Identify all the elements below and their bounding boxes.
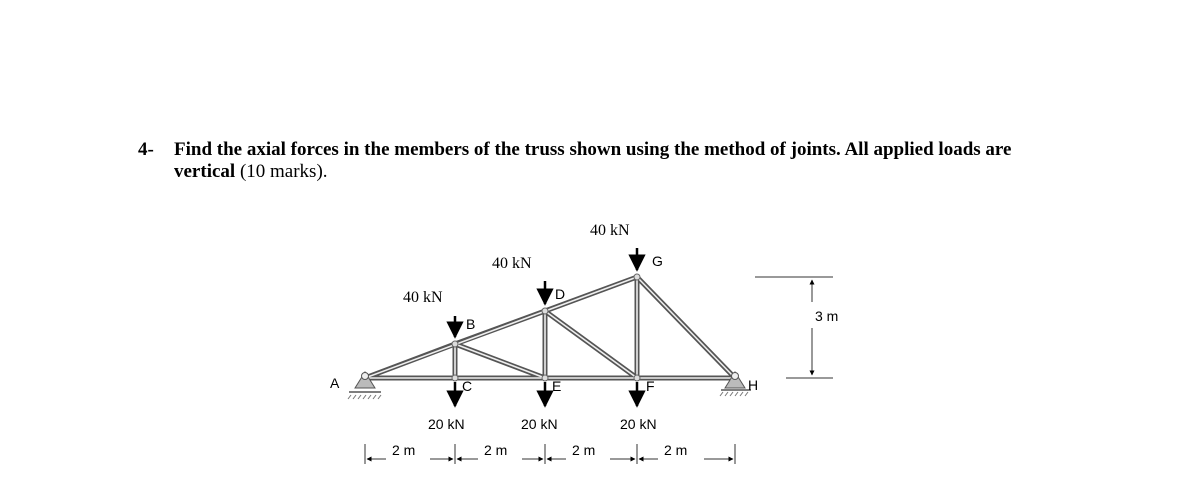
- span-label-3: 2 m: [572, 442, 596, 458]
- joint-label-H: H: [748, 377, 759, 393]
- height-dimension: [755, 277, 838, 378]
- question-marks: (10 marks).: [235, 161, 328, 182]
- load-label-G: 40 kN: [590, 222, 630, 239]
- load-label-D: 40 kN: [492, 255, 532, 272]
- joint-label-A: A: [330, 375, 340, 391]
- load-label-B: 40 kN: [403, 289, 443, 306]
- span-label-4: 2 m: [664, 442, 688, 458]
- span-dimensions: [365, 442, 735, 464]
- joint-label-F: F: [646, 378, 655, 394]
- question-bold-text: Find the axial forces in the members of the truss shown using the method of joints. All applied loads are vertical: [174, 139, 1012, 182]
- height-label: 3 m: [815, 308, 839, 324]
- span-label-1: 2 m: [392, 442, 416, 458]
- joint-label-G: G: [652, 253, 663, 269]
- joint-label-E: E: [552, 378, 562, 394]
- load-label-C: 20 kN: [428, 416, 465, 432]
- load-label-E: 20 kN: [521, 416, 558, 432]
- joint-label-D: D: [555, 286, 566, 302]
- joint-label-B: B: [466, 316, 476, 332]
- load-label-F: 20 kN: [620, 416, 657, 432]
- joint-label-C: C: [462, 378, 473, 394]
- span-label-2: 2 m: [484, 442, 508, 458]
- question-number: 4-: [138, 139, 154, 160]
